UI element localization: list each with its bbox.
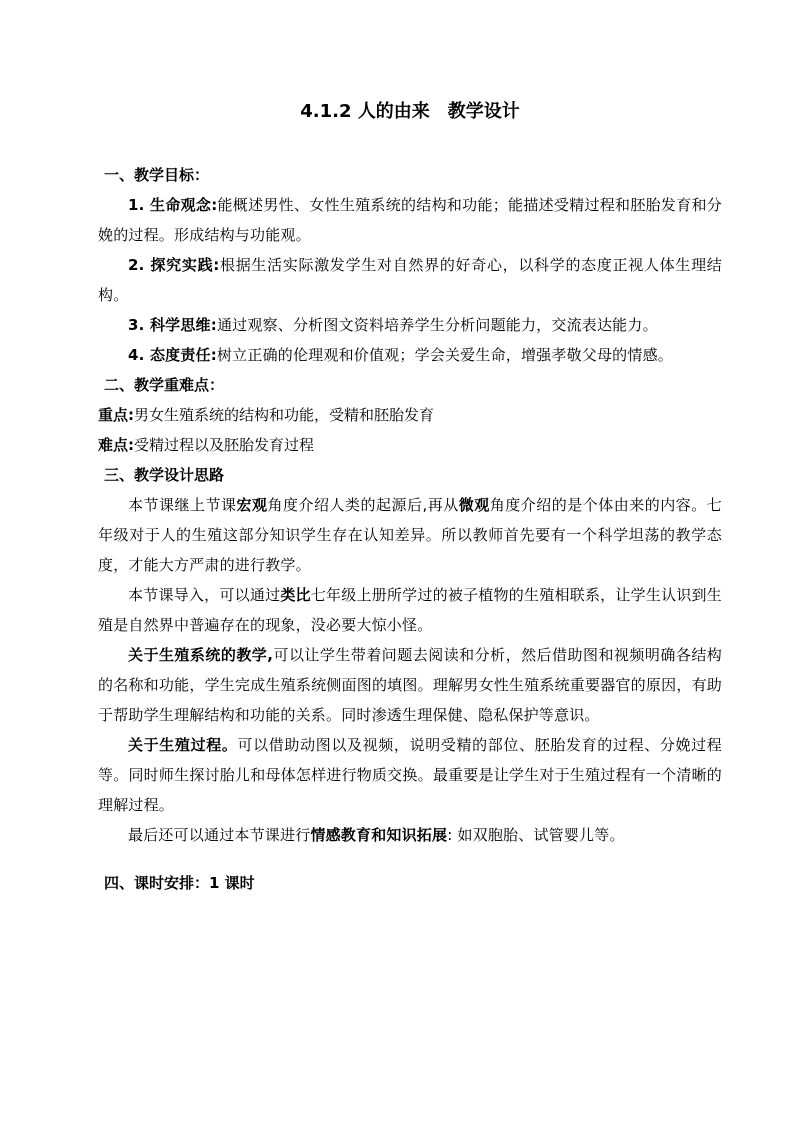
goal-label: 4. 态度责任: — [128, 346, 217, 364]
design-paragraph-4 — [98, 730, 722, 820]
emphasis: 宏观 — [236, 496, 268, 514]
emphasis: 关于生殖系统的教学, — [128, 646, 274, 664]
difficulty-label: 难点: — [98, 436, 134, 454]
emphasis: 情感教育和知识拓展 — [310, 826, 448, 844]
design-paragraph-1 — [98, 490, 722, 580]
goals-heading: 一、教学目标： — [104, 166, 210, 184]
text-span: 角度介绍人类的起源后,再从 — [267, 496, 459, 514]
document-title: 4.1.2 人的由来 教学设计 — [300, 101, 520, 122]
goal-text: 树立正确的伦理观和价值观；学会关爱生命，增强孝敬父母的情感。 — [216, 346, 673, 364]
text-span: 角度介绍的是个体由来的内容。七年级对于人的生殖这部分知识学生存在认知差异。所以教师首先要有一个科学坦荡的教学态度，才能大方严肃的进行教学。 — [98, 496, 722, 574]
text-span: : 如双胞胎、试管婴儿等。 — [447, 826, 625, 844]
design-heading: 三、教学设计思路 — [104, 466, 225, 484]
document-page — [98, 94, 722, 898]
design-paragraph-2 — [98, 580, 722, 640]
goal-item — [98, 250, 722, 310]
goal-item — [98, 340, 722, 370]
goal-label: 1. 生命观念: — [128, 196, 218, 214]
text-span: 可以借助动图以及视频，说明受精的部位、胚胎发育的过程、分娩过程等。同时师生探讨胎儿和母体怎样进行物质交换。最重要是让学生对于生殖过程有一个清晰的理解过程。 — [98, 736, 722, 814]
text-span: 最后还可以通过本节课进行 — [128, 826, 311, 844]
emphasis: 关于生殖过程。 — [128, 736, 238, 754]
text-span: 本节课继上节课 — [128, 496, 237, 514]
keypoints-heading: 二、教学重难点： — [104, 376, 225, 394]
goal-text: 根据生活实际激发学生对自然界的好奇心，以科学的态度正视人体生理结构。 — [98, 256, 722, 304]
focus-line — [98, 400, 722, 430]
emphasis: 类比 — [280, 586, 311, 604]
schedule-heading: 四、课时安排：1 课时 — [104, 874, 255, 892]
text-span: 七年级上册所学过的被子植物的生殖相联系，让学生认识到生殖是自然界中普遍存在的现象，没必要大惊小怪。 — [98, 586, 722, 634]
focus-text: 男女生殖系统的结构和功能，受精和胚胎发育 — [134, 406, 435, 424]
emphasis: 微观 — [458, 496, 490, 514]
focus-label: 重点: — [98, 406, 134, 424]
difficulty-text: 受精过程以及胚胎发育过程 — [134, 436, 315, 454]
goal-text: 能概述男性、女性生殖系统的结构和功能；能描述受精过程和胚胎发育和分娩的过程。形成结构与功能观。 — [98, 196, 722, 244]
design-paragraph-5 — [98, 820, 722, 850]
goal-item — [98, 310, 722, 340]
goal-text: 通过观察、分析图文资料培养学生分析问题能力，交流表达能力。 — [216, 316, 658, 334]
goal-label: 3. 科学思维: — [128, 316, 217, 334]
text-span: 可以让学生带着问题去阅读和分析，然后借助图和视频明确各结构的名称和功能，学生完成生殖系统侧面图的填图。理解男女性生殖系统重要器官的原因，有助于帮助学生理解结构和功能的关系。同时渗透生理保健、隐私保护等意识。 — [98, 646, 722, 724]
difficulty-line — [98, 430, 722, 460]
design-paragraph-3 — [98, 640, 722, 730]
text-span: 本节课导入，可以通过 — [128, 586, 281, 604]
goal-label: 2. 探究实践: — [128, 256, 220, 274]
goal-item — [98, 190, 722, 250]
